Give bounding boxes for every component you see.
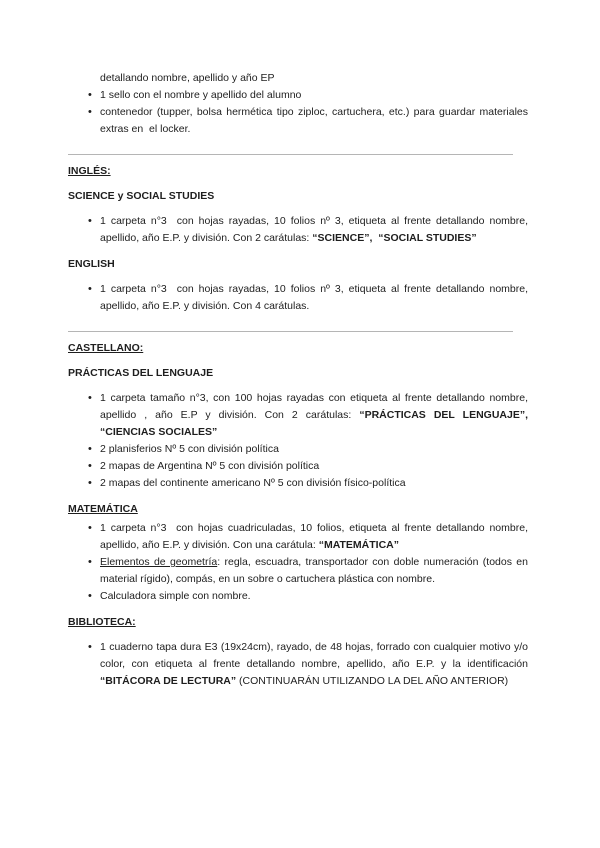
- list-item: [68, 87, 528, 104]
- section-divider: [68, 154, 513, 155]
- section-heading: BIBLIOTECA:: [68, 616, 136, 628]
- list-item: [68, 520, 528, 554]
- bullet-list: [68, 390, 528, 492]
- list-item-text: [100, 87, 528, 104]
- bullet-icon: •: [88, 590, 92, 602]
- bullet-list: [68, 87, 528, 138]
- bullet-icon: •: [88, 283, 92, 295]
- list-item-text: [100, 475, 528, 492]
- section-heading: INGLÉS:: [68, 165, 111, 177]
- section-subheading: ENGLISH: [68, 258, 115, 270]
- list-item-text: [100, 520, 528, 554]
- list-item-text: [100, 104, 528, 138]
- text-run: : regla, escuadra, transportador con doble numeración (todos en material rígido), compás, en un sobre o cartuchera plástica con nombre.: [100, 556, 528, 585]
- text-run: 1 sello con el nombre y apellido del alumno: [100, 89, 302, 101]
- list-item-text: [100, 213, 528, 247]
- text-run: 2 mapas del continente americano Nº 5 con división físico-política: [100, 477, 406, 489]
- section-heading: MATEMÁTICA: [68, 503, 138, 515]
- text-run: “MATEMÁTICA”: [318, 539, 399, 551]
- bullet-list: [68, 639, 528, 690]
- list-item-text: [100, 639, 528, 690]
- section-heading: CASTELLANO:: [68, 342, 144, 354]
- text-run: Calculadora simple con nombre.: [100, 590, 251, 602]
- bullet-icon: •: [88, 443, 92, 455]
- text-run: 1 cuaderno tapa dura E3 (19x24cm), rayado, de 48 hojas, forrado con cualquier motivo y/o color, con etiqueta al frente detallando nombre, apellido, año E.P. y la identificación: [100, 641, 528, 670]
- section-subheading: PRÁCTICAS DEL LENGUAJE: [68, 367, 214, 379]
- bullet-icon: •: [88, 215, 92, 227]
- text-run: contenedor (tupper, bolsa hermética tipo ziploc, cartuchera, etc.) para guardar materiales extras en el locker.: [100, 106, 528, 135]
- text-run: Elementos de geometría: [100, 556, 218, 568]
- list-item-text: [100, 441, 528, 458]
- text-run: 1 carpeta n°3 con hojas rayadas, 10 folios nº 3, etiqueta al frente detallando nombre, apellido, año E.P. y división. Con 2 carátulas:: [100, 215, 528, 244]
- list-item: [68, 639, 528, 690]
- list-item: [68, 441, 528, 458]
- bullet-icon: •: [88, 522, 92, 534]
- text-run: 1 carpeta tamaño n°3, con 100 hojas rayadas con etiqueta al frente detallando nombre, apellido , año E.P y división. Con 2 carátulas:: [100, 392, 528, 421]
- list-item: [68, 281, 528, 315]
- list-item: [68, 458, 528, 475]
- bullet-icon: •: [88, 556, 92, 568]
- text-run: “SCIENCE”, “SOCIAL STUDIES”: [312, 232, 477, 244]
- bullet-icon: •: [88, 392, 92, 404]
- list-item: [68, 104, 528, 138]
- list-item-text: [100, 390, 528, 441]
- continuation-line: detallando nombre, apellido y año EP: [100, 72, 275, 84]
- text-run: “BITÁCORA DE LECTURA”: [100, 675, 237, 687]
- list-item: [68, 390, 528, 441]
- bullet-icon: •: [88, 89, 92, 101]
- text-run: 1 carpeta n°3 con hojas rayadas, 10 folios nº 3, etiqueta al frente detallando nombre, apellido, año E.P. y división. Con 4 carátulas.: [100, 283, 528, 312]
- list-item-text: [100, 281, 528, 315]
- section-subheading: SCIENCE y SOCIAL STUDIES: [68, 190, 215, 202]
- list-item-text: [100, 588, 528, 605]
- bullet-list: [68, 213, 528, 247]
- text-run: (CONTINUARÁN UTILIZANDO LA DEL AÑO ANTERIOR): [236, 675, 509, 687]
- text-run: 2 mapas de Argentina Nº 5 con división política: [100, 460, 320, 472]
- list-item-text: [100, 554, 528, 588]
- list-item: [68, 554, 528, 588]
- list-item: [68, 213, 528, 247]
- bullet-icon: •: [88, 477, 92, 489]
- section-divider: [68, 331, 513, 332]
- text-run: 2 planisferios Nº 5 con división política: [100, 443, 279, 455]
- bullet-icon: •: [88, 106, 92, 118]
- list-item: [68, 588, 528, 605]
- bullet-list: [68, 520, 528, 605]
- bullet-list: [68, 281, 528, 315]
- bullet-icon: •: [88, 460, 92, 472]
- bullet-icon: •: [88, 641, 92, 653]
- text-run: “PRÁCTICAS DEL LENGUAJE”, “CIENCIAS SOCIALES”: [100, 409, 528, 438]
- document-body: [68, 70, 528, 690]
- text-run: 1 carpeta n°3 con hojas cuadriculadas, 10 folios, etiqueta al frente detallando nombre, apellido, año E.P. y división. Con una carátula:: [100, 522, 528, 551]
- list-item: [68, 475, 528, 492]
- list-item-text: [100, 458, 528, 475]
